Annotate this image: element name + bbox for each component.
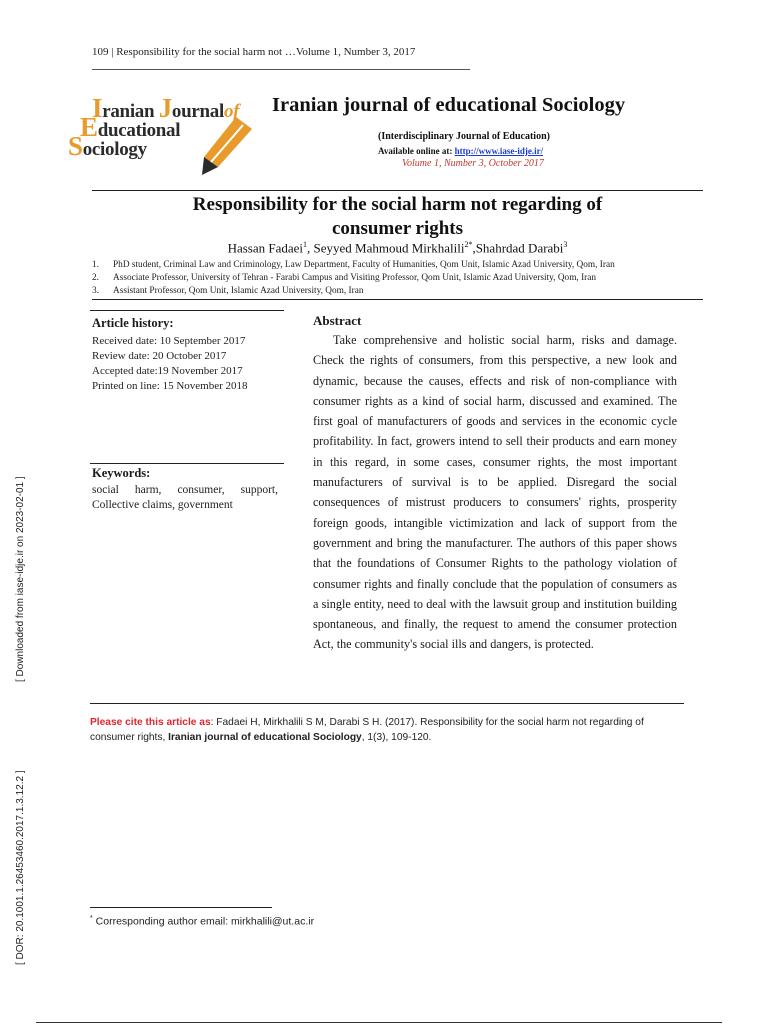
- pen-nib-icon: [196, 115, 254, 177]
- affiliation-rule: [92, 299, 703, 300]
- accepted-date: Accepted date:19 November 2017: [92, 365, 243, 377]
- keywords-heading: Keywords:: [92, 466, 151, 480]
- footnote-rule: [90, 907, 272, 908]
- journal-url-link[interactable]: http://www.iase-idje.ir/: [454, 146, 544, 156]
- affiliation-item: 2. Associate Professor, University of Tehran - Farabi Campus and Visiting Professor, Qom Unit, Islamic Azad University, Qom, Iran: [92, 273, 597, 283]
- author-affiliation-mark: 2*: [464, 240, 473, 249]
- author-name: Seyyed Mahmoud Mirkhalili: [313, 240, 465, 256]
- history-rule: [90, 310, 284, 311]
- printed-date: Printed on line: 15 November 2018: [92, 380, 248, 392]
- affiliation-item: 1. PhD student, Criminal Law and Criminology, Law Department, Faculty of Humanities, Qom Unit, Islamic Azad University, Qom, Iran: [92, 260, 615, 270]
- article-history: [92, 334, 248, 394]
- running-header: 109 | Responsibility for the social harm not …Volume 1, Number 3, 2017: [92, 46, 416, 58]
- logo-line-1: Iranian Journalof: [92, 93, 240, 123]
- affiliation-item: 3. Assistant Professor, Qom Unit, Islamic Azad University, Qom, Iran: [92, 286, 364, 296]
- abstract-heading: Abstract: [313, 313, 362, 328]
- paper-title-line-1: Responsibility for the social harm not regarding of: [192, 194, 603, 215]
- keywords-rule: [90, 463, 284, 464]
- abstract-bottom-rule: [90, 703, 684, 704]
- corresponding-author-footnote: * Corresponding author email: mirkhalili@ut.ac.ir: [90, 915, 315, 928]
- citation: Please cite this article as: Fadaei H, Mirkhalili S M, Darabi S H. (2017). Responsibility for the social harm not regarding of consumer rights, Iranian journal of educational Sociology, 1(3), 109-120.: [90, 717, 644, 743]
- header-rule: [92, 69, 470, 70]
- affiliation-list: [92, 260, 703, 299]
- journal-availability: Available online at: http://www.iase-idje.ir/: [378, 146, 544, 156]
- author-affiliation-mark: 3: [563, 240, 568, 249]
- journal-subtitle: (Interdisciplinary Journal of Education): [378, 131, 550, 142]
- article-history-heading: Article history:: [92, 316, 174, 330]
- logo-line-3: Sociology: [68, 131, 147, 161]
- author-name: Hassan Fadaei: [227, 240, 304, 256]
- download-stamp: [ Downloaded from iase-idje.ir on 2023-02-01 ]: [15, 476, 26, 682]
- logo-line-2: Educational: [80, 112, 181, 142]
- received-date: Received date: 10 September 2017: [92, 335, 246, 347]
- review-date: Review date: 20 October 2017: [92, 350, 227, 362]
- author-list: Hassan Fadaei$^1$, Seyyed Mahmoud Mirkhalili$^{2*}$,Shahrdad Darabi$^3$: [227, 240, 568, 256]
- paper-title-line-2: consumer rights: [331, 218, 464, 239]
- journal-volume: Volume 1, Number 3, October 2017: [402, 158, 544, 169]
- page-bottom-rule: [36, 1022, 722, 1023]
- citation-label: Please cite this article as: [90, 717, 211, 728]
- dor-stamp: [ DOR: 20.1001.1.26453460.2017.1.3.12.2 ]: [15, 770, 26, 965]
- journal-logo: [66, 90, 266, 180]
- author-name: Shahrdad Darabi: [475, 240, 564, 256]
- title-top-rule: [92, 190, 703, 191]
- citation-journal: Iranian journal of educational Sociology: [168, 732, 362, 743]
- keywords-text: social harm, consumer, support, Collective claims, government: [92, 484, 278, 511]
- author-affiliation-mark: 1: [303, 240, 308, 249]
- abstract-text: Take comprehensive and holistic social harm, risks and damage. Check the rights of consumers, from this perspective, a new look and dynamic, because the causes, effects and risk of non-compliance with consumer rights as a kind of social harm, discussed and examined. The first goal of manufacturers of goods and services in the economic cycle profitability. In fact, growers intend to sell their products and earn money in this regard, in some cases, consumer rights, the most important manufacturers of survival is to be applied. Disregard the social consequences of mistrust producers to consumers' rights, prosperity foreign goods, intangible victimization and lack of support from the government and bring the manufacturer. The authors of this paper shows that the foundations of Consumer Rights to the pathology violation of consumer rights and finally conclude that the population of consumers as a single entity, need to deal with the lawsuit group and institution building spontaneous, and finally, the request to amend the consumer protection Act, the community's social ills and dangers, is protected.: [313, 333, 677, 652]
- journal-title: Iranian journal of educational Sociology: [272, 94, 626, 116]
- paper-title: [92, 193, 703, 241]
